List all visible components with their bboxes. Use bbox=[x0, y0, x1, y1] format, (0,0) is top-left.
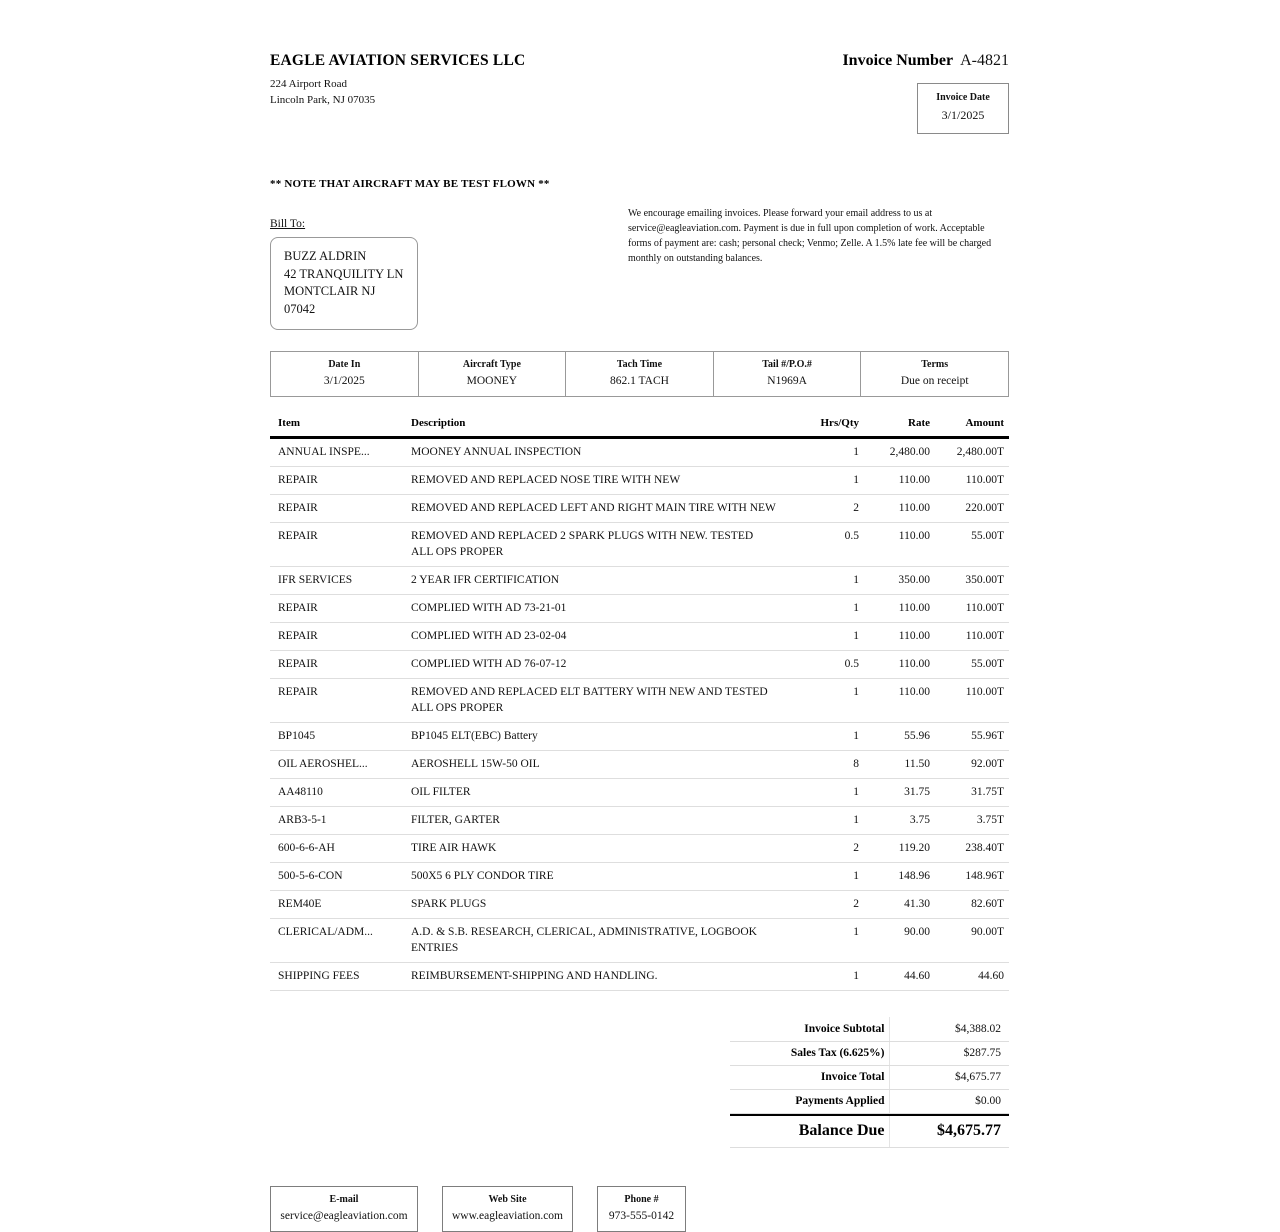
line-item-rate: 55.96 bbox=[861, 723, 931, 751]
line-item-row bbox=[270, 438, 1009, 467]
totals-label: Sales Tax (6.625%) bbox=[730, 1041, 889, 1065]
totals-row bbox=[730, 1089, 1009, 1113]
service-info-cell bbox=[861, 352, 1009, 397]
line-item-rate: 11.50 bbox=[861, 751, 931, 779]
service-info-label: Tail #/P.O.# bbox=[762, 359, 812, 370]
line-item-code: REPAIR bbox=[270, 495, 403, 523]
line-item-description: MOONEY ANNUAL INSPECTION bbox=[403, 438, 781, 467]
line-item-qty: 1 bbox=[781, 595, 861, 623]
totals-value: $4,388.02 bbox=[889, 1017, 1009, 1041]
line-item-amount: 110.00T bbox=[931, 467, 1009, 495]
service-info-cell bbox=[713, 352, 861, 397]
line-item-description: BP1045 ELT(EBC) Battery bbox=[403, 723, 781, 751]
balance-due-table bbox=[730, 1114, 1009, 1149]
line-item-amount: 92.00T bbox=[931, 751, 1009, 779]
line-item-row bbox=[270, 835, 1009, 863]
company-address-line2: Lincoln Park, NJ 07035 bbox=[270, 93, 376, 106]
line-item-rate: 3.75 bbox=[861, 807, 931, 835]
line-item-description: REMOVED AND REPLACED 2 SPARK PLUGS WITH NEW. TESTED ALL OPS PROPER bbox=[403, 523, 781, 567]
line-item-description: A.D. & S.B. RESEARCH, CLERICAL, ADMINISTRATIVE, LOGBOOK ENTRIES bbox=[403, 919, 781, 963]
service-info-value: Due on receipt bbox=[900, 375, 969, 387]
line-item-rate: 148.96 bbox=[861, 863, 931, 891]
line-item-code: REPAIR bbox=[270, 523, 403, 567]
line-item-description: FILTER, GARTER bbox=[403, 807, 781, 835]
totals-body bbox=[730, 1017, 1009, 1113]
line-item-row bbox=[270, 919, 1009, 963]
service-info-label: Date In bbox=[328, 359, 361, 370]
line-item-code: REPAIR bbox=[270, 623, 403, 651]
service-info-cell bbox=[418, 352, 566, 397]
email-value: service@eagleaviation.com bbox=[280, 1210, 408, 1222]
line-item-rate: 110.00 bbox=[861, 595, 931, 623]
balance-due-row bbox=[730, 1115, 1009, 1148]
company-block bbox=[270, 52, 525, 108]
service-info-label: Tach Time bbox=[616, 359, 663, 370]
line-item-description: 2 YEAR IFR CERTIFICATION bbox=[403, 567, 781, 595]
line-item-description: COMPLIED WITH AD 76-07-12 bbox=[403, 651, 781, 679]
line-item-amount: 90.00T bbox=[931, 919, 1009, 963]
line-item-rate: 110.00 bbox=[861, 651, 931, 679]
line-item-amount: 3.75T bbox=[931, 807, 1009, 835]
line-item-qty: 8 bbox=[781, 751, 861, 779]
line-item-row bbox=[270, 807, 1009, 835]
line-item-row bbox=[270, 863, 1009, 891]
totals-label: Invoice Total bbox=[730, 1065, 889, 1089]
line-item-amount: 55.00T bbox=[931, 523, 1009, 567]
service-info-value: MOONEY bbox=[466, 375, 518, 387]
totals-label: Invoice Subtotal bbox=[730, 1017, 889, 1041]
line-item-rate: 110.00 bbox=[861, 495, 931, 523]
line-item-rate: 44.60 bbox=[861, 963, 931, 991]
line-item-qty: 1 bbox=[781, 679, 861, 723]
line-item-row bbox=[270, 651, 1009, 679]
line-items-header bbox=[270, 417, 1009, 438]
line-item-qty: 1 bbox=[781, 723, 861, 751]
header-item: Item bbox=[270, 417, 403, 438]
line-item-row bbox=[270, 595, 1009, 623]
line-item-description: REMOVED AND REPLACED ELT BATTERY WITH NEW AND TESTED ALL OPS PROPER bbox=[403, 679, 781, 723]
line-item-description: OIL FILTER bbox=[403, 779, 781, 807]
email-box bbox=[270, 1186, 418, 1232]
line-item-qty: 1 bbox=[781, 438, 861, 467]
line-item-qty: 2 bbox=[781, 495, 861, 523]
invoice-document bbox=[270, 0, 1009, 1232]
phone-value: 973-555-0142 bbox=[608, 1210, 675, 1222]
invoice-date-box bbox=[917, 83, 1009, 134]
line-item-qty: 0.5 bbox=[781, 523, 861, 567]
line-item-amount: 220.00T bbox=[931, 495, 1009, 523]
line-item-row bbox=[270, 963, 1009, 991]
line-item-rate: 110.00 bbox=[861, 467, 931, 495]
phone-box bbox=[597, 1186, 686, 1232]
line-item-code: CLERICAL/ADM... bbox=[270, 919, 403, 963]
line-item-code: REPAIR bbox=[270, 467, 403, 495]
line-item-description: AEROSHELL 15W-50 OIL bbox=[403, 751, 781, 779]
line-item-qty: 1 bbox=[781, 807, 861, 835]
line-item-code: REPAIR bbox=[270, 595, 403, 623]
balance-due-value: $4,675.77 bbox=[889, 1115, 1009, 1148]
line-item-description: SPARK PLUGS bbox=[403, 891, 781, 919]
bill-to-address-box bbox=[270, 237, 418, 330]
line-item-amount: 44.60 bbox=[931, 963, 1009, 991]
line-item-code: REPAIR bbox=[270, 651, 403, 679]
line-item-amount: 55.00T bbox=[931, 651, 1009, 679]
company-address-line1: 224 Airport Road bbox=[270, 78, 347, 90]
invoice-meta bbox=[842, 52, 1009, 134]
line-item-code: 600-6-6-AH bbox=[270, 835, 403, 863]
line-item-rate: 110.00 bbox=[861, 679, 931, 723]
line-item-amount: 110.00T bbox=[931, 679, 1009, 723]
totals-value: $0.00 bbox=[889, 1089, 1009, 1113]
line-item-row bbox=[270, 523, 1009, 567]
line-item-code: SHIPPING FEES bbox=[270, 963, 403, 991]
bill-to-address-line: 42 TRANQUILITY LN bbox=[284, 266, 404, 281]
line-item-row bbox=[270, 495, 1009, 523]
line-items-table bbox=[270, 417, 1009, 991]
line-item-description: REIMBURSEMENT-SHIPPING AND HANDLING. bbox=[403, 963, 781, 991]
invoice-date-label: Invoice Date bbox=[936, 92, 990, 103]
bill-to-section bbox=[270, 206, 1009, 330]
website-value: www.eagleaviation.com bbox=[451, 1210, 564, 1222]
header-rate: Rate bbox=[861, 417, 931, 438]
service-info-label: Terms bbox=[921, 359, 949, 370]
line-item-amount: 55.96T bbox=[931, 723, 1009, 751]
website-box bbox=[442, 1186, 573, 1232]
totals-label: Payments Applied bbox=[730, 1089, 889, 1113]
payment-terms-note: We encourage emailing invoices. Please forward your email address to us at service@eagleaviation.com. Payment is due in full upon completion of work. Acceptable forms of payment are: cash; personal check; Venmo; Zelle. A 1.5% late fee will be charged monthly on outstanding balances. bbox=[628, 208, 992, 264]
contact-footer bbox=[270, 1186, 1009, 1232]
line-item-rate: 119.20 bbox=[861, 835, 931, 863]
bill-to-block bbox=[270, 218, 418, 330]
line-item-amount: 82.60T bbox=[931, 891, 1009, 919]
line-item-description: COMPLIED WITH AD 73-21-01 bbox=[403, 595, 781, 623]
line-item-row bbox=[270, 779, 1009, 807]
line-item-row bbox=[270, 679, 1009, 723]
company-name: EAGLE AVIATION SERVICES LLC bbox=[270, 52, 526, 69]
line-item-qty: 1 bbox=[781, 467, 861, 495]
line-item-row bbox=[270, 751, 1009, 779]
invoice-date-value: 3/1/2025 bbox=[941, 108, 985, 122]
line-item-code: AA48110 bbox=[270, 779, 403, 807]
line-item-description: REMOVED AND REPLACED NOSE TIRE WITH NEW bbox=[403, 467, 781, 495]
service-info-row bbox=[271, 352, 1009, 397]
line-item-qty: 1 bbox=[781, 567, 861, 595]
line-item-description: TIRE AIR HAWK bbox=[403, 835, 781, 863]
company-address bbox=[270, 77, 525, 108]
bill-to-address-line: MONTCLAIR NJ 07042 bbox=[284, 284, 376, 316]
service-info-cell bbox=[271, 352, 419, 397]
service-info-value: N1969A bbox=[767, 375, 807, 387]
totals-value: $287.75 bbox=[889, 1041, 1009, 1065]
line-item-code: IFR SERVICES bbox=[270, 567, 403, 595]
bill-to-label: Bill To: bbox=[270, 218, 306, 230]
line-item-rate: 41.30 bbox=[861, 891, 931, 919]
line-item-code: 500-5-6-CON bbox=[270, 863, 403, 891]
line-item-code: BP1045 bbox=[270, 723, 403, 751]
line-items-body bbox=[270, 438, 1009, 991]
line-item-qty: 1 bbox=[781, 919, 861, 963]
line-item-rate: 110.00 bbox=[861, 523, 931, 567]
website-label: Web Site bbox=[488, 1194, 527, 1205]
service-info-label: Aircraft Type bbox=[462, 359, 521, 370]
service-info-cell bbox=[566, 352, 714, 397]
line-item-qty: 2 bbox=[781, 891, 861, 919]
service-info-value: 3/1/2025 bbox=[323, 375, 365, 387]
line-item-row bbox=[270, 623, 1009, 651]
header-description: Description bbox=[403, 417, 781, 438]
line-item-rate: 350.00 bbox=[861, 567, 931, 595]
line-item-code: REPAIR bbox=[270, 679, 403, 723]
line-item-amount: 350.00T bbox=[931, 567, 1009, 595]
bill-to-address-line: BUZZ ALDRIN bbox=[284, 249, 367, 263]
line-item-qty: 1 bbox=[781, 779, 861, 807]
line-item-qty: 1 bbox=[781, 623, 861, 651]
line-item-amount: 110.00T bbox=[931, 623, 1009, 651]
line-item-rate: 90.00 bbox=[861, 919, 931, 963]
phone-label: Phone # bbox=[624, 1194, 659, 1205]
line-item-code: ANNUAL INSPE... bbox=[270, 438, 403, 467]
email-label: E-mail bbox=[329, 1194, 359, 1205]
line-item-amount: 31.75T bbox=[931, 779, 1009, 807]
line-item-amount: 2,480.00T bbox=[931, 438, 1009, 467]
service-info-table bbox=[270, 351, 1009, 397]
line-item-description: COMPLIED WITH AD 23-02-04 bbox=[403, 623, 781, 651]
line-item-rate: 31.75 bbox=[861, 779, 931, 807]
invoice-number-line bbox=[842, 52, 1009, 70]
totals-row bbox=[730, 1065, 1009, 1089]
totals-value: $4,675.77 bbox=[889, 1065, 1009, 1089]
line-item-qty: 0.5 bbox=[781, 651, 861, 679]
line-item-row bbox=[270, 467, 1009, 495]
line-item-row bbox=[270, 891, 1009, 919]
line-item-amount: 110.00T bbox=[931, 595, 1009, 623]
invoice-number-label: Invoice Number bbox=[842, 52, 954, 69]
line-item-description: 500X5 6 PLY CONDOR TIRE bbox=[403, 863, 781, 891]
line-item-rate: 2,480.00 bbox=[861, 438, 931, 467]
line-item-code: ARB3-5-1 bbox=[270, 807, 403, 835]
line-item-qty: 2 bbox=[781, 835, 861, 863]
invoice-header bbox=[270, 52, 1009, 134]
totals-row bbox=[730, 1041, 1009, 1065]
line-item-description: REMOVED AND REPLACED LEFT AND RIGHT MAIN TIRE WITH NEW bbox=[403, 495, 781, 523]
line-item-amount: 148.96T bbox=[931, 863, 1009, 891]
line-item-code: OIL AEROSHEL... bbox=[270, 751, 403, 779]
line-item-qty: 1 bbox=[781, 963, 861, 991]
line-item-row bbox=[270, 567, 1009, 595]
header-amount: Amount bbox=[931, 417, 1009, 438]
line-item-rate: 110.00 bbox=[861, 623, 931, 651]
line-item-amount: 238.40T bbox=[931, 835, 1009, 863]
balance-due-label: Balance Due bbox=[730, 1115, 889, 1148]
test-flown-note: ** NOTE THAT AIRCRAFT MAY BE TEST FLOWN ** bbox=[270, 178, 550, 190]
header-qty: Hrs/Qty bbox=[781, 417, 861, 438]
service-info-value: 862.1 TACH bbox=[610, 375, 669, 387]
line-item-code: REM40E bbox=[270, 891, 403, 919]
line-item-qty: 1 bbox=[781, 863, 861, 891]
line-item-row bbox=[270, 723, 1009, 751]
invoice-number-value: A-4821 bbox=[960, 52, 1009, 69]
totals-table bbox=[730, 1017, 1009, 1114]
totals-row bbox=[730, 1017, 1009, 1041]
